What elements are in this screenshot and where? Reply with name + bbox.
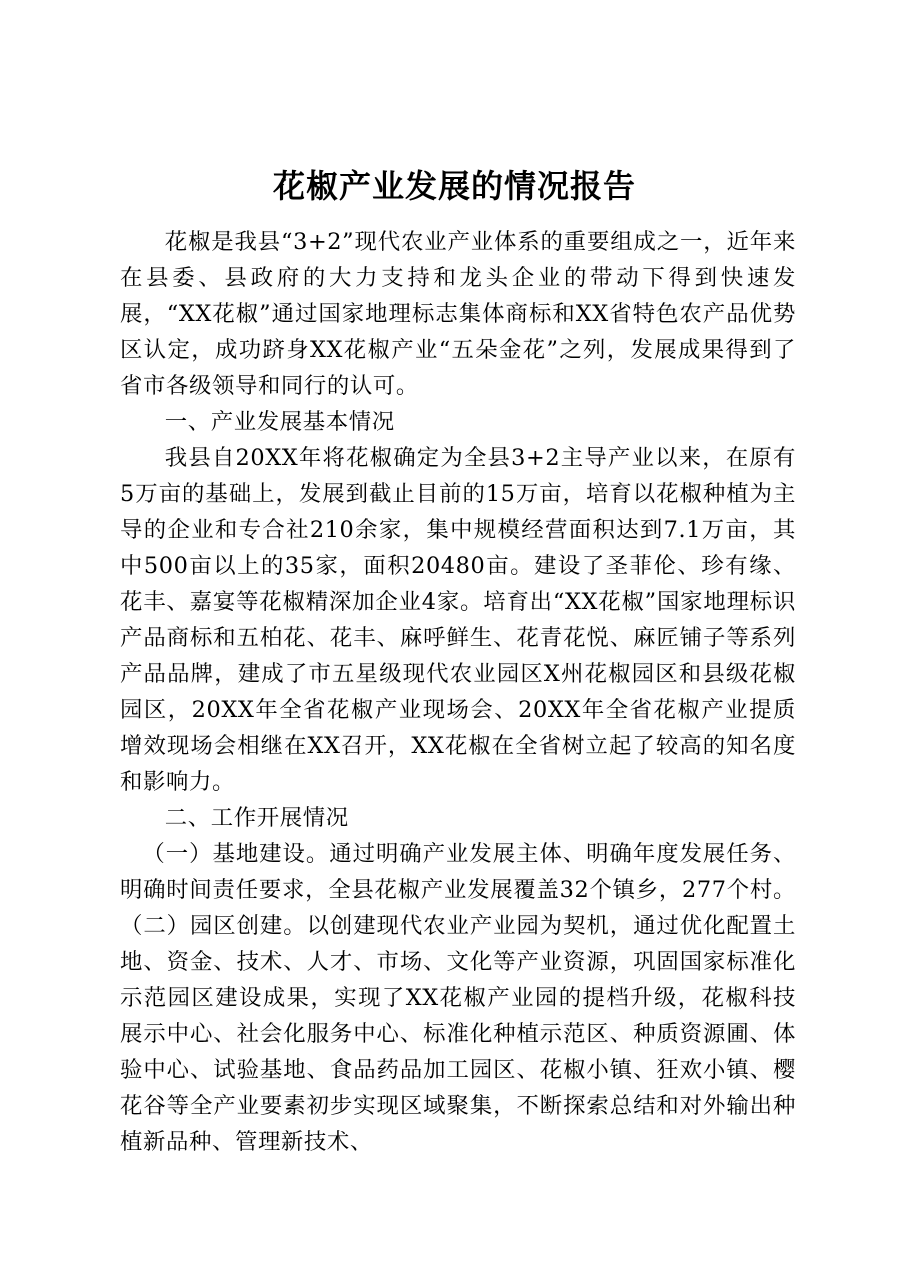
section-heading-2: 二、工作开展情况 bbox=[164, 805, 349, 831]
section-heading-1: 一、产业发展基本情况 bbox=[164, 409, 395, 435]
document-title: 花椒产业发展的情况报告 bbox=[272, 167, 636, 205]
document-body bbox=[120, 224, 796, 1160]
section-1-paragraph: 我县自20XX年将花椒确定为全县3+2主导产业以来，在原有5万亩的基础上，发展到截止目前的15万亩，培育以花椒种植为主导的企业和专合社210余家，集中规模经营面积达到7.1万亩，其中500亩以上的35家，面积20480亩。建设了圣菲伦、珍有缘、花丰、嘉宴等花椒精深加企业4家。培育出“XX花椒”国家地理标识产品商标和五柏花、花丰、麻呼鲜生、花青花悦、麻匠铺子等系列产品品牌，建成了市五星级现代农业园区X州花椒园区和县级花椒园区，20XX年全省花椒产业现场会、20XX年全省花椒产业提质增效现场会相继在XX召开，XX花椒在全省树立起了较高的知名度和影响力。 bbox=[120, 445, 796, 795]
section-2-paragraph: （一）基地建设。通过明确产业发展主体、明确年度发展任务、明确时间责任要求，全县花椒产业发展覆盖32个镇乡，277个村。（二）园区创建。以创建现代农业产业园为契机，通过优化配置土地、资金、技术、人才、市场、文化等产业资源，巩固国家标准化示范园区建设成果，实现了XX花椒产业园的提档升级，花椒科技展示中心、社会化服务中心、标准化种植示范区、种质资源圃、体验中心、试验基地、食品药品加工园区、花椒小镇、狂欢小镇、樱花谷等全产业要素初步实现区域聚集，不断探索总结和对外输出种植新品种、管理新技术、 bbox=[120, 841, 796, 1155]
intro-paragraph: 花椒是我县“3+2”现代农业产业体系的重要组成之一，近年来在县委、县政府的大力支持和龙头企业的带动下得到快速发展，“XX花椒”通过国家地理标志集体商标和XX省特色农产品优势区认定，成功跻身XX花椒产业“五朵金花”之列，发展成果得到了省市各级领导和同行的认可。 bbox=[120, 229, 796, 399]
